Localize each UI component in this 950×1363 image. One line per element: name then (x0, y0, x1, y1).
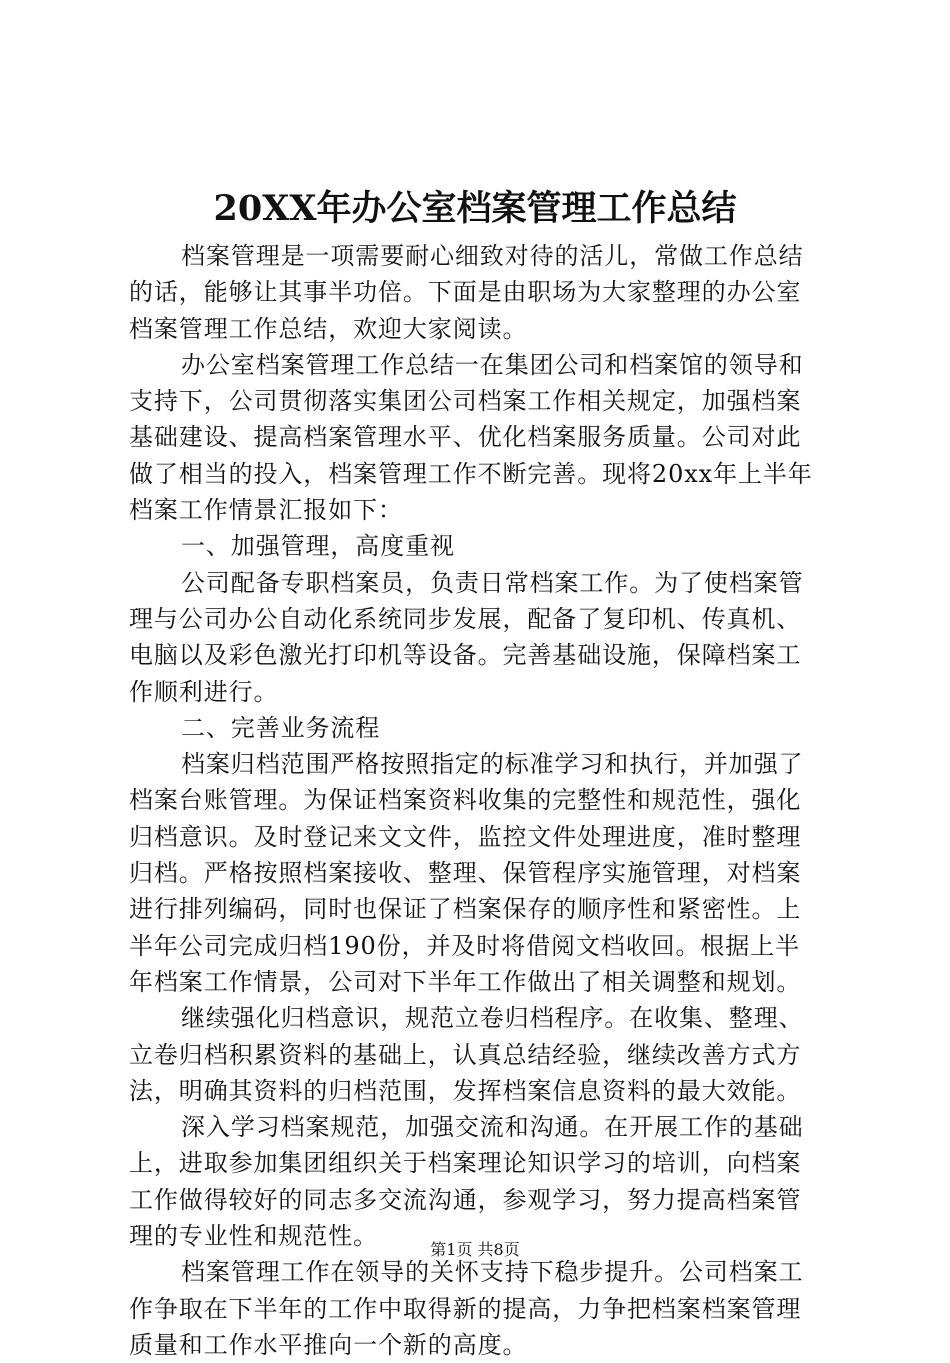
text-line: 质量和工作水平推向一个新的高度。 (129, 1330, 528, 1359)
page-footer: 第1页 共8页 (430, 1240, 520, 1259)
text-line: 做了相当的投入，档案管理工作不断完善。现将20xx年上半年 (129, 459, 813, 488)
text-line: 支持下，公司贯彻落实集团公司档案工作相关规定，加强档案 (129, 387, 802, 416)
text-line: 归档。严格按照档案接收、整理、保管程序实施管理，对档案 (129, 859, 802, 888)
text-line: 作争取在下半年的工作中取得新的提高，力争把档案档案管理 (129, 1294, 802, 1323)
text-line: 半年公司完成归档190份，并及时将借阅文档收回。根据上半 (129, 931, 801, 960)
text-line: 的话，能够让其事半功倍。下面是由职场为大家整理的办公室 (129, 278, 802, 307)
text-line: 理与公司办公自动化系统同步发展，配备了复印机、传真机、 (129, 604, 802, 633)
text-line: 一、加强管理，高度重视 (181, 532, 455, 561)
text-line: 理的专业性和规范性。 (129, 1222, 378, 1251)
text-line: 法，明确其资料的归档范围，发挥档案信息资料的最大效能。 (129, 1076, 802, 1105)
document-body (129, 238, 831, 1363)
text-line: 上，进取参加集团组织关于档案理论知识学习的培训，向档案 (129, 1149, 802, 1178)
text-line: 作顺利进行。 (129, 677, 279, 706)
text-line: 立卷归档积累资料的基础上，认真总结经验，继续改善方式方 (129, 1040, 802, 1069)
text-line: 档案归档范围严格按照指定的标准学习和执行，并加强了 (181, 750, 804, 779)
document-title: 20XX年办公室档案管理工作总结 (213, 188, 737, 229)
text-line: 电脑以及彩色激光打印机等设备。完善基础设施，保障档案工 (129, 641, 802, 670)
text-line: 档案工作情景汇报如下： (129, 496, 403, 525)
text-line: 档案管理是一项需要耐心细致对待的活儿，常做工作总结 (181, 242, 804, 270)
text-line: 档案管理工作在领导的关怀支持下稳步提升。公司档案工 (181, 1258, 804, 1287)
text-line: 年档案工作情景，公司对下半年工作做出了相关调整和规划。 (129, 967, 802, 996)
text-line: 档案管理工作总结，欢迎大家阅读。 (129, 314, 528, 343)
text-line: 办公室档案管理工作总结一在集团公司和档案馆的领导和 (181, 350, 804, 379)
text-line: 档案台账管理。为保证档案资料收集的完整性和规范性，强化 (129, 786, 802, 815)
text-line: 进行排列编码，同时也保证了档案保存的顺序性和紧密性。上 (129, 895, 802, 924)
text-line: 继续强化归档意识，规范立卷归档程序。在收集、整理、 (181, 1004, 804, 1033)
text-line: 深入学习档案规范，加强交流和沟通。在开展工作的基础 (181, 1113, 804, 1142)
text-line: 公司配备专职档案员，负责日常档案工作。为了使档案管 (181, 568, 804, 597)
text-line: 归档意识。及时登记来文文件，监控文件处理进度，准时整理 (129, 822, 802, 851)
text-line: 工作做得较好的同志多交流沟通，参观学习，努力提高档案管 (129, 1185, 802, 1214)
text-line: 二、完善业务流程 (181, 713, 381, 742)
text-line: 基础建设、提高档案管理水平、优化档案服务质量。公司对此 (129, 423, 802, 452)
